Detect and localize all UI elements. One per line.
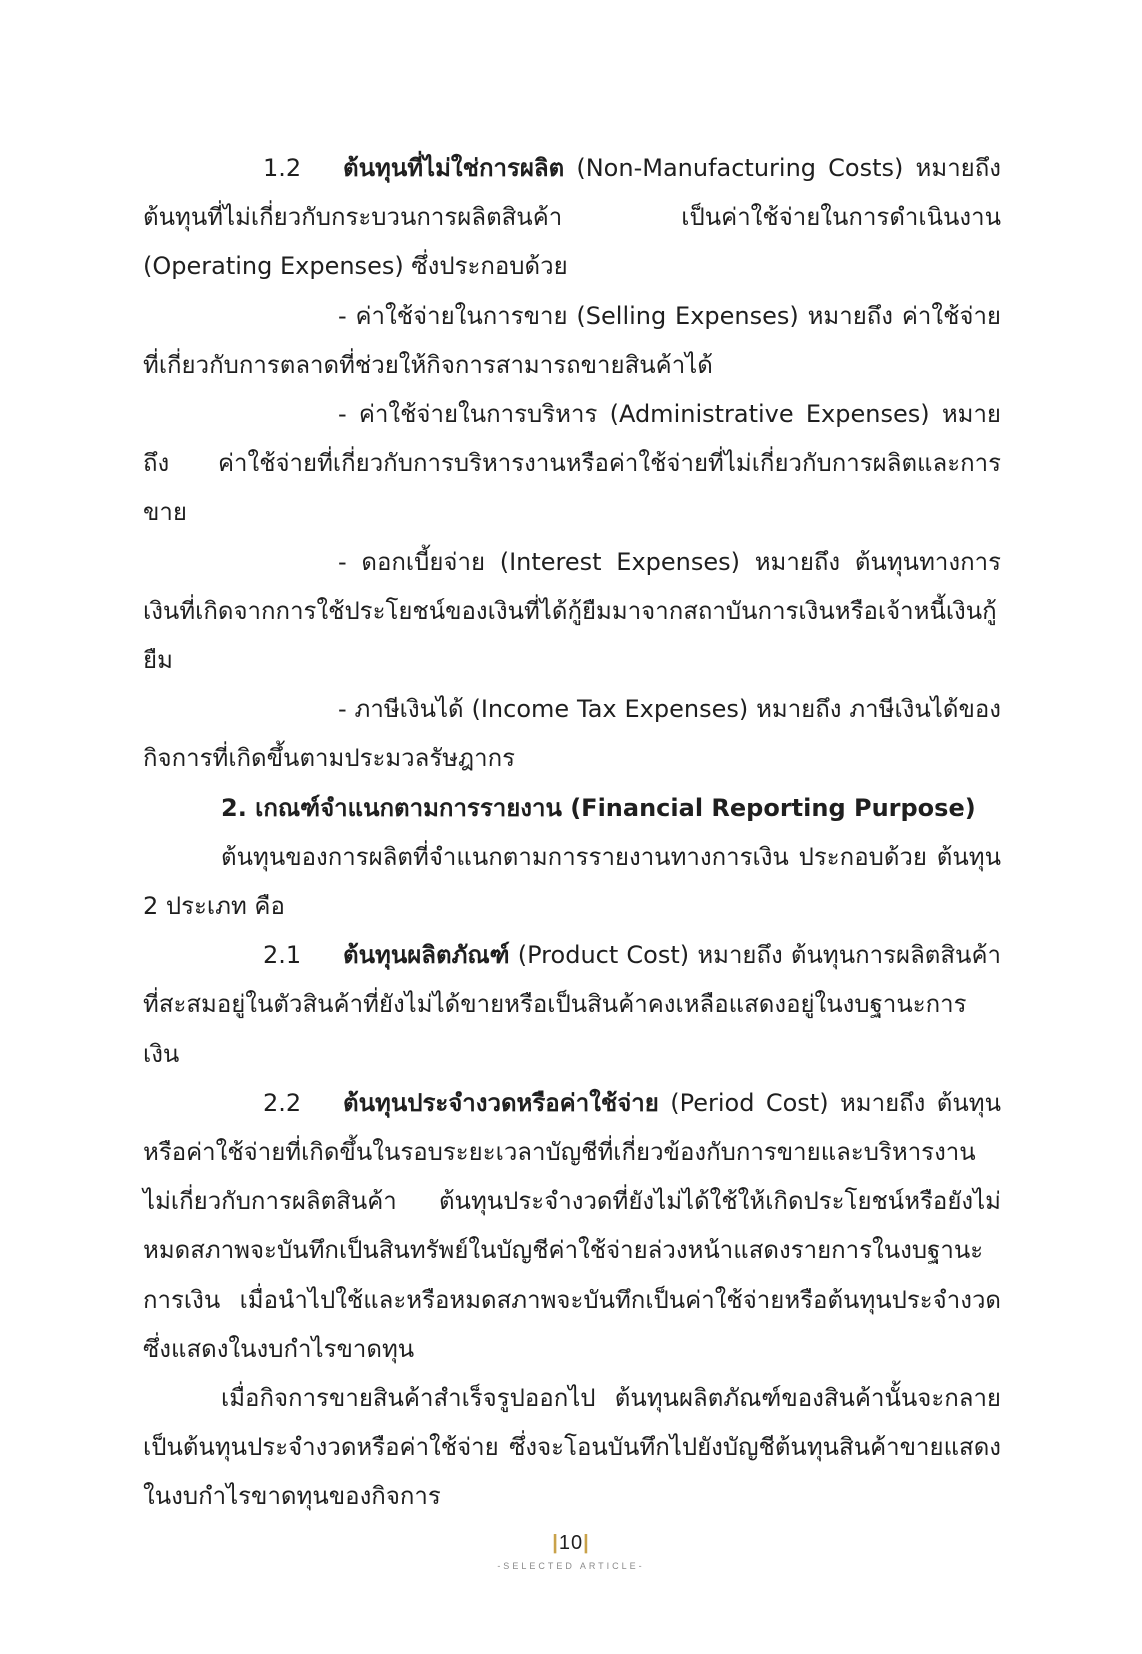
page-footer — [0, 1532, 1142, 1571]
closing-paragraph: เมื่อกิจการขายสินค้าสำเร็จรูปออกไป ต้นทุนผลิตภัณฑ์ของสินค้านั้นจะกลายเป็นต้นทุนประจำงวดหรือค่าใช้จ่าย ซึ่งจะโอนบันทึกไปยังบัญชีต้นทุนสินค้าขายแสดงในงบกำไรขาดทุนของกิจการ — [143, 1384, 1001, 1511]
bullet-interest-expenses: - ดอกเบี้ยจ่าย (Interest Expenses) หมายถึง ต้นทุนทางการเงินที่เกิดจากการใช้ประโยชน์ของเงินที่ได้กู้ยืมมาจากสถาบันการเงินหรือเจ้าหนี้เงินกู้ยืม — [143, 547, 1001, 675]
section-number: 2.2 — [263, 1088, 302, 1117]
section-2-1 — [143, 931, 1001, 1079]
section-2-intro: ต้นทุนของการผลิตที่จำแนกตามการรายงานทางการเงิน ประกอบด้วย ต้นทุน 2 ประเภท คือ — [143, 842, 1001, 921]
bullet-income-tax-expenses: - ภาษีเงินได้ (Income Tax Expenses) หมายถึง ภาษีเงินได้ของกิจการที่เกิดขึ้นตามประมวลรัษฎากร — [143, 695, 1001, 773]
section-text: (Period Cost) หมายถึง ต้นทุนหรือค่าใช้จ่ายที่เกิดขึ้นในรอบระยะเวลาบัญชีที่เกี่ยวข้องกับการขายและบริหารงานไม่เกี่ยวกับการผลิตสินค้า ต้นทุนประจำงวดที่ยังไม่ได้ใช้ให้เกิดประโยชน์หรือยังไม่หมดสภาพจะบันทึกเป็นสินทรัพย์ในบัญชีค่าใช้จ่ายล่วงหน้าแสดงรายการในงบฐานะการเงิน เมื่อนำไปใช้และหรือหมดสภาพจะบันทึกเป็นค่าใช้จ่ายหรือต้นทุนประจำงวดซึ่งแสดงในงบกำไรขาดทุน — [143, 1088, 1001, 1363]
bullet-selling-expenses: - ค่าใช้จ่ายในการขาย (Selling Expenses) หมายถึง ค่าใช้จ่ายที่เกี่ยวกับการตลาดที่ช่วยให้กิจการสามารถขายสินค้าได้ — [143, 301, 1001, 379]
section-heading-text: 2. เกณฑ์จำแนกตามการรายงาน (Financial Reporting Purpose) — [221, 793, 976, 822]
page-number: 10 — [558, 1532, 584, 1554]
article-body — [143, 144, 1001, 1522]
section-text: (Product Cost) หมายถึง ต้นทุนการผลิตสินค้าที่สะสมอยู่ในตัวสินค้าที่ยังไม่ได้ขายหรือเป็นสินค้าคงเหลือแสดงอยู่ในงบฐานะการเงิน — [143, 941, 1001, 1068]
section-title: ต้นทุนที่ไม่ใช่การผลิต — [343, 154, 565, 182]
section-number: 1.2 — [263, 154, 302, 182]
section-title: ต้นทุนประจำงวดหรือค่าใช้จ่าย — [343, 1088, 659, 1117]
section-2-heading — [143, 784, 1001, 833]
bullet-administrative-expenses: - ค่าใช้จ่ายในการบริหาร (Administrative Expenses) หมายถึง ค่าใช้จ่ายที่เกี่ยวกับการบริหารงานหรือค่าใช้จ่ายที่ไม่เกี่ยวกับการผลิตและการขาย — [143, 400, 1001, 527]
section-text: (Non-Manufacturing Costs) หมายถึง ต้นทุนที่ไม่เกี่ยวกับกระบวนการผลิตสินค้า เป็นค่าใช้จ่ายในการดำเนินงาน (Operating Expenses) ซึ่งประกอบด้วย — [143, 154, 1001, 281]
footer-label: -SELECTED ARTICLE- — [497, 1561, 645, 1571]
page-number-badge — [0, 1532, 1142, 1555]
section-number: 2.1 — [263, 941, 302, 970]
section-2-2 — [143, 1079, 1001, 1374]
section-title: ต้นทุนผลิตภัณฑ์ — [343, 941, 510, 970]
section-1-2 — [143, 144, 1001, 292]
page-number-bar-left: | — [552, 1532, 559, 1554]
page-number-bar-right: | — [583, 1532, 590, 1554]
